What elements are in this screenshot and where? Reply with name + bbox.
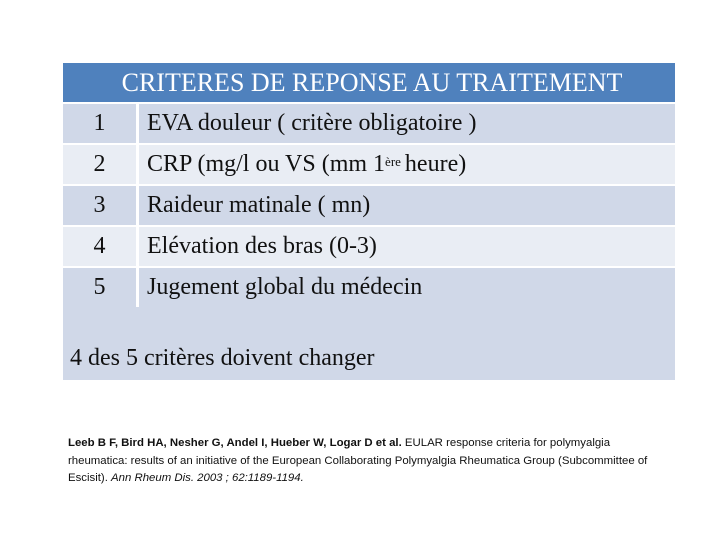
table-title: CRITERES DE REPONSE AU TRAITEMENT [63, 63, 675, 102]
row-criterion: Jugement global du médecin [139, 268, 675, 307]
row-number: 4 [63, 227, 136, 266]
table-footer [63, 307, 675, 380]
reference-journal: Ann Rheum Dis. 2003 ; 62:1189-1194. [111, 472, 304, 484]
table-row [63, 268, 675, 307]
row-number: 2 [63, 145, 136, 184]
table-row [63, 104, 675, 143]
row-criterion [139, 145, 675, 184]
criterion-text-before: CRP (mg/l ou VS (mm 1 [147, 151, 386, 177]
row-number: 1 [63, 104, 136, 143]
table-row [63, 145, 675, 184]
row-number: 5 [63, 268, 136, 307]
table-row [63, 227, 675, 266]
table-row [63, 186, 675, 225]
reference-authors: Leeb B F, Bird HA, Nesher G, Andel I, Hueber W, Logar D et al. [68, 437, 402, 449]
row-number: 3 [63, 186, 136, 225]
row-criterion: EVA douleur ( critère obligatoire ) [139, 104, 675, 143]
footer-text: 4 des 5 critères doivent changer [70, 345, 375, 371]
reference-citation [68, 435, 668, 488]
row-criterion: Elévation des bras (0-3) [139, 227, 675, 266]
row-criterion: Raideur matinale ( mn) [139, 186, 675, 225]
reference-title: EULAR response criteria for polymyalgia rheumatica: results of an initiative of the European Collaborating Polymyalgia Rheumatica Group (Subcommittee of Escisit). [68, 437, 648, 484]
superscript: ère [385, 154, 401, 169]
criterion-text-after: heure) [404, 151, 467, 177]
